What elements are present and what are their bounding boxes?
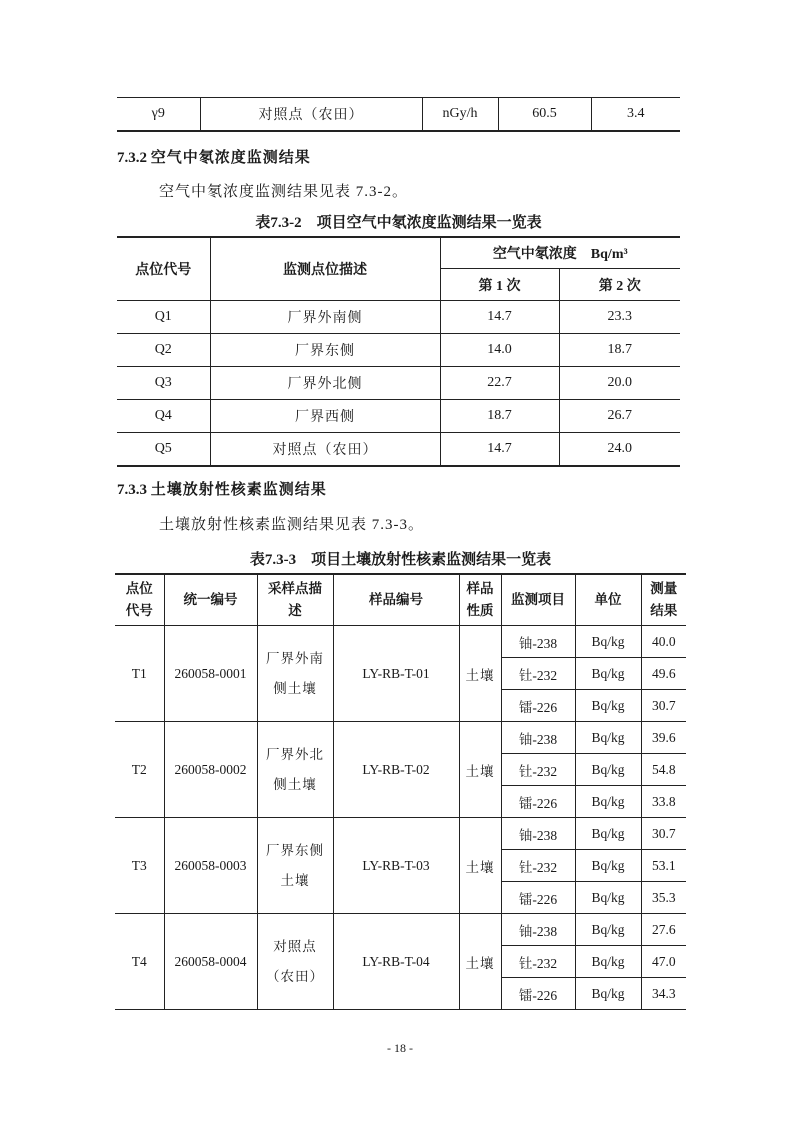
monitoring-item: 钍-232: [501, 946, 575, 978]
unit: Bq/kg: [575, 658, 641, 690]
table-row: [115, 722, 686, 754]
table-row: [117, 400, 680, 433]
result-value: 27.6: [641, 914, 686, 946]
monitoring-item: 钍-232: [501, 850, 575, 882]
section-paragraph: 空气中氡浓度监测结果见表 7.3-2。: [159, 184, 408, 200]
section-heading-air: [117, 146, 311, 167]
unit: Bq/kg: [575, 818, 641, 850]
header-result: 测量 结果: [641, 574, 686, 626]
unit: Bq/kg: [575, 754, 641, 786]
header-radon-concentration: 空气中氡浓度 Bq/m³: [440, 237, 680, 269]
point-code: T4: [115, 914, 164, 1010]
sampling-description: 厂界外南 侧土壤: [257, 626, 333, 722]
point-code: Q2: [117, 334, 210, 367]
table-caption-soil: 表7.3-3 项目土壤放射性核素监测结果一览表: [249, 552, 552, 568]
gamma-table-fragment: [117, 97, 680, 132]
point-description: 厂界外南侧: [210, 301, 440, 334]
unit: Bq/kg: [575, 914, 641, 946]
monitoring-item: 铀-238: [501, 722, 575, 754]
second-value: 18.7: [559, 334, 680, 367]
monitoring-item: 铀-238: [501, 818, 575, 850]
section-number: 7.3.3: [117, 482, 147, 498]
point-description: 对照点（农田）: [200, 98, 422, 132]
section-title: 空气中氡浓度监测结果: [150, 150, 311, 166]
table-row: [117, 334, 680, 367]
table-row: [117, 98, 680, 132]
monitoring-item: 镭-226: [501, 882, 575, 914]
header-unified-id: 统一编号: [164, 574, 257, 626]
unit: Bq/kg: [575, 786, 641, 818]
header-point-code: 点位代号: [117, 237, 210, 301]
sample-id: LY-RB-T-04: [333, 914, 459, 1010]
unified-id: 260058-0004: [164, 914, 257, 1010]
first-value: 14.0: [440, 334, 559, 367]
result-value: 54.8: [641, 754, 686, 786]
point-code: Q1: [117, 301, 210, 334]
uncertainty: 3.4: [591, 98, 680, 132]
table-row: [117, 433, 680, 467]
point-code: Q5: [117, 433, 210, 467]
table-row: [117, 367, 680, 400]
measured-value: 60.5: [498, 98, 591, 132]
monitoring-item: 钍-232: [501, 658, 575, 690]
page-number: - 18 -: [387, 1041, 413, 1055]
first-value: 22.7: [440, 367, 559, 400]
point-description: 对照点（农田）: [210, 433, 440, 467]
result-value: 33.8: [641, 786, 686, 818]
header-sampling-description: 采样点描 述: [257, 574, 333, 626]
unified-id: 260058-0002: [164, 722, 257, 818]
result-value: 35.3: [641, 882, 686, 914]
sample-id: LY-RB-T-02: [333, 722, 459, 818]
section-heading-soil: [117, 478, 327, 499]
table-row: [117, 301, 680, 334]
second-value: 23.3: [559, 301, 680, 334]
result-value: 40.0: [641, 626, 686, 658]
point-code: Q4: [117, 400, 210, 433]
point-code: T2: [115, 722, 164, 818]
second-value: 24.0: [559, 433, 680, 467]
point-code: γ9: [151, 106, 165, 121]
sample-nature: 土壤: [459, 818, 501, 914]
header-second-measurement: 第 2 次: [559, 269, 680, 301]
unit: Bq/kg: [575, 850, 641, 882]
header-point-description: 监测点位描述: [210, 237, 440, 301]
section-title: 土壤放射性核素监测结果: [150, 482, 327, 498]
unified-id: 260058-0001: [164, 626, 257, 722]
first-value: 14.7: [440, 433, 559, 467]
sample-nature: 土壤: [459, 626, 501, 722]
sample-id: LY-RB-T-03: [333, 818, 459, 914]
header-monitoring-item: 监测项目: [501, 574, 575, 626]
sample-id: LY-RB-T-01: [333, 626, 459, 722]
result-value: 47.0: [641, 946, 686, 978]
sample-nature: 土壤: [459, 914, 501, 1010]
second-value: 26.7: [559, 400, 680, 433]
sampling-description: 厂界外北 侧土壤: [257, 722, 333, 818]
sample-nature: 土壤: [459, 722, 501, 818]
point-code: T3: [115, 818, 164, 914]
table-caption-air: 表7.3-2 项目空气中氡浓度监测结果一览表: [255, 215, 542, 231]
first-value: 14.7: [440, 301, 559, 334]
sampling-description: 对照点 （农田）: [257, 914, 333, 1010]
point-code: Q3: [117, 367, 210, 400]
table-row: [115, 914, 686, 946]
section-number: 7.3.2: [117, 150, 147, 166]
monitoring-item: 镭-226: [501, 690, 575, 722]
result-value: 34.3: [641, 978, 686, 1010]
unit: Bq/kg: [575, 946, 641, 978]
table-row: [115, 818, 686, 850]
header-first-measurement: 第 1 次: [440, 269, 559, 301]
table-row: [115, 626, 686, 658]
header-sample-nature: 样品 性质: [459, 574, 501, 626]
monitoring-item: 镭-226: [501, 978, 575, 1010]
result-value: 49.6: [641, 658, 686, 690]
result-value: 30.7: [641, 818, 686, 850]
second-value: 20.0: [559, 367, 680, 400]
unit: nGy/h: [422, 98, 498, 132]
section-paragraph: 土壤放射性核素监测结果见表 7.3-3。: [159, 517, 424, 533]
unified-id: 260058-0003: [164, 818, 257, 914]
unit: Bq/kg: [575, 690, 641, 722]
monitoring-item: 镭-226: [501, 786, 575, 818]
result-value: 39.6: [641, 722, 686, 754]
unit: Bq/kg: [575, 978, 641, 1010]
sampling-description: 厂界东侧 土壤: [257, 818, 333, 914]
header-sample-id: 样品编号: [333, 574, 459, 626]
result-value: 53.1: [641, 850, 686, 882]
header-unit: 单位: [575, 574, 641, 626]
unit: Bq/kg: [575, 882, 641, 914]
point-description: 厂界西侧: [210, 400, 440, 433]
monitoring-item: 铀-238: [501, 626, 575, 658]
soil-radionuclide-table: [115, 573, 686, 1010]
header-point-code: 点位 代号: [115, 574, 164, 626]
point-description: 厂界东侧: [210, 334, 440, 367]
air-radon-table: [117, 236, 680, 467]
monitoring-item: 铀-238: [501, 914, 575, 946]
first-value: 18.7: [440, 400, 559, 433]
point-description: 厂界外北侧: [210, 367, 440, 400]
unit: Bq/kg: [575, 722, 641, 754]
result-value: 30.7: [641, 690, 686, 722]
point-code: T1: [115, 626, 164, 722]
unit: Bq/kg: [575, 626, 641, 658]
monitoring-item: 钍-232: [501, 754, 575, 786]
